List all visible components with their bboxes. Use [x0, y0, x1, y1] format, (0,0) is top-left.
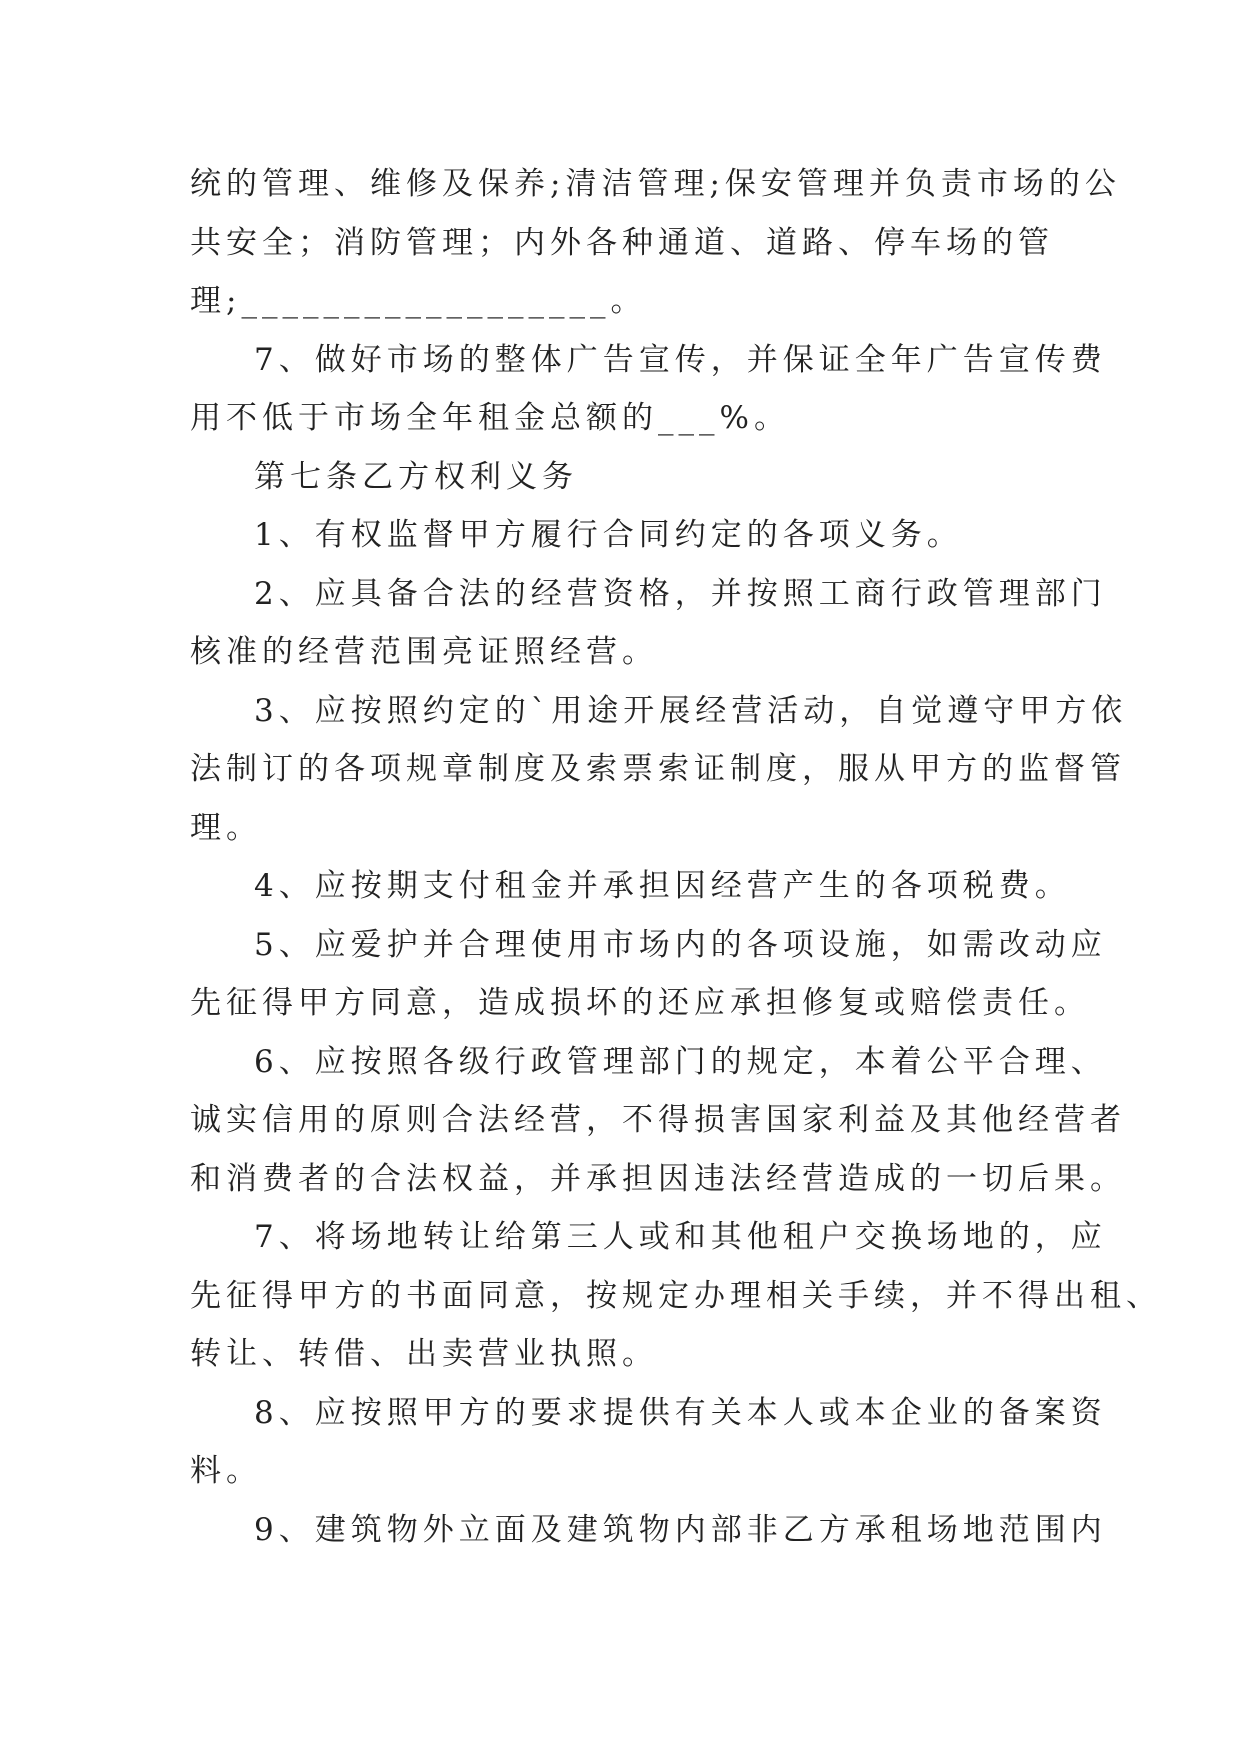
- text-line: 料。: [190, 1453, 262, 1489]
- text-line: 先征得甲方的书面同意，按规定办理相关手续，并不得出租、: [190, 1277, 1162, 1314]
- text-line: 8、应按照甲方的要求提供有关本人或本企业的备案资: [254, 1394, 1107, 1431]
- text-line: 2、应具备合法的经营资格，并按照工商行政管理部门: [254, 575, 1107, 612]
- text-line: 共安全；消防管理；内外各种通道、道路、停车场的管: [190, 224, 1054, 261]
- text-line: 9、建筑物外立面及建筑物内部非乙方承租场地范围内: [254, 1511, 1107, 1548]
- text-line: 法制订的各项规章制度及索票索证制度，服从甲方的监督管: [190, 751, 1126, 787]
- text-line: 转让、转借、出卖营业执照。: [190, 1336, 658, 1372]
- text-line: 6、应按照各级行政管理部门的规定，本着公平合理、: [254, 1043, 1107, 1080]
- text-line: 核准的经营范围亮证照经营。: [190, 634, 658, 670]
- text-line: 诚实信用的原则合法经营，不得损害国家利益及其他经营者: [190, 1102, 1126, 1138]
- text-line: 4、应按期支付租金并承担因经营产生的各项税费。: [254, 868, 1071, 904]
- text-line: 5、应爱护并合理使用市场内的各项设施，如需改动应: [254, 926, 1107, 963]
- text-line: 1、有权监督甲方履行合同约定的各项义务。: [254, 517, 963, 553]
- text-line: 7、将场地转让给第三人或和其他租户交换场地的，应: [254, 1219, 1107, 1255]
- text-line: 理。: [190, 809, 262, 846]
- text-line: 先征得甲方同意，造成损坏的还应承担修复或赔偿责任。: [190, 985, 1090, 1021]
- text-line: 3、应按照约定的`用途开展经营活动，自觉遵守甲方依: [254, 692, 1128, 729]
- text-line: 统的管理、维修及保养;清洁管理;保安管理并负责市场的公: [190, 166, 1121, 202]
- document-body: [190, 155, 1162, 1559]
- text-line: 用不低于市场全年租金总额的___%。: [190, 400, 790, 436]
- text-line: 7、做好市场的整体广告宣传，并保证全年广告宣传费: [254, 341, 1107, 378]
- section-heading: 第七条乙方权利义务: [254, 458, 578, 495]
- text-line: 和消费者的合法权益，并承担因违法经营造成的一切后果。: [190, 1160, 1126, 1197]
- text-line: 理;__________________。: [190, 283, 647, 319]
